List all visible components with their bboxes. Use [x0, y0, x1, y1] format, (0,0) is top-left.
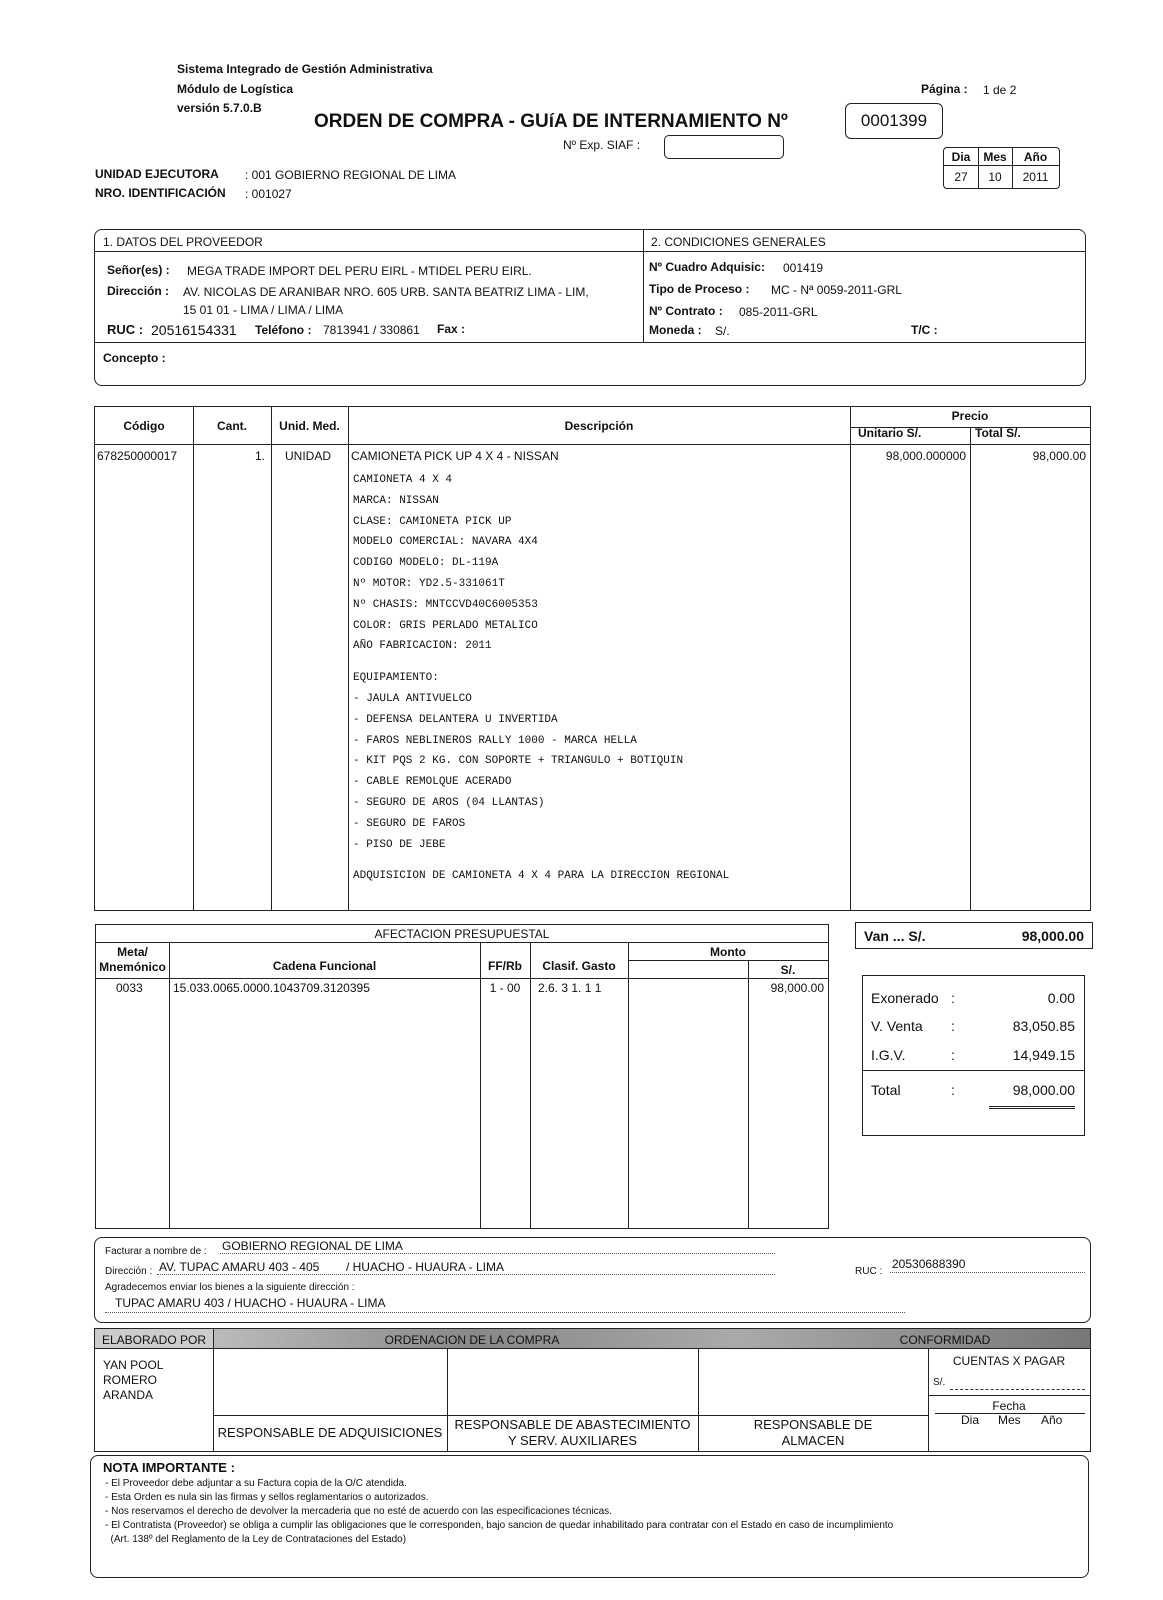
- concepto-label: Concepto :: [103, 351, 166, 365]
- item-unid: UNIDAD: [285, 449, 332, 463]
- totals-box: [862, 975, 1085, 1136]
- colon: :: [951, 1047, 955, 1063]
- fecha-label: Fecha: [992, 1399, 1026, 1413]
- unidad-value: : 001 GOBIERNO REGIONAL DE LIMA: [245, 168, 456, 182]
- text-line: - Nos reservamos el derecho de devolver la mercaderia que no esté de acuerdo con las especificaciones técnicas.: [105, 1506, 612, 1517]
- col-codigo: Código: [123, 419, 165, 433]
- date-anio-label: Año: [1023, 150, 1048, 164]
- cuadro-label: Nº Cuadro Adquisic:: [649, 260, 765, 274]
- proveedor-title: 1. DATOS DEL PROVEEDOR: [103, 235, 263, 249]
- unidad-label: UNIDAD EJECUTORA: [95, 167, 219, 181]
- venta-value: 83,050.85: [1012, 1018, 1075, 1034]
- text-line: MARCA: NISSAN: [353, 494, 439, 507]
- envio-value: TUPAC AMARU 403 / HUACHO - HUAURA - LIMA: [115, 1296, 386, 1310]
- budget-cadena: 15.033.0065.0000.1043709.3120395: [173, 981, 370, 995]
- fax-label: Fax :: [437, 322, 466, 336]
- exonerado-label: Exonerado: [871, 990, 939, 1006]
- van-value: 98,000.00: [1021, 928, 1084, 944]
- siaf-label: Nº Exp. SIAF :: [563, 138, 641, 152]
- nro-value: : 001027: [245, 187, 292, 201]
- igv-label: I.G.V.: [871, 1047, 906, 1063]
- supplier-address-2: 15 01 01 - LIMA / LIMA / LIMA: [183, 303, 344, 317]
- module-name: Módulo de Logística: [177, 82, 293, 96]
- tipo-label: Tipo de Proceso :: [649, 282, 750, 296]
- cuadro-value: 001419: [783, 261, 824, 275]
- igv-value: 14,949.15: [1012, 1047, 1075, 1063]
- col-soles: S/.: [780, 963, 796, 977]
- col-clasif: Clasif. Gasto: [542, 959, 616, 973]
- text-line: COLOR: GRIS PERLADO METALICO: [353, 619, 538, 632]
- facturar-value: GOBIERNO REGIONAL DE LIMA: [222, 1239, 403, 1253]
- facturar-label: Facturar a nombre de :: [105, 1246, 207, 1257]
- text-line: - SEGURO DE FAROS: [353, 817, 466, 830]
- text-line: [353, 657, 729, 668]
- date-mes: 10: [988, 170, 1002, 184]
- colon: :: [951, 1082, 955, 1098]
- total-label: Total: [871, 1082, 901, 1098]
- col-descripcion: Descripción: [564, 419, 634, 433]
- siaf-field: [664, 135, 784, 159]
- text-line: Nº MOTOR: YD2.5-331061T: [353, 577, 505, 590]
- text-line: - CABLE REMOLQUE ACERADO: [353, 776, 512, 789]
- billing-box: [94, 1237, 1091, 1323]
- cuentas-soles: S/.: [933, 1377, 946, 1388]
- billing-direccion: AV. TUPAC AMARU 403 - 405 / HUACHO - HUAURA - LIMA: [159, 1260, 504, 1274]
- resp-abastecimiento: RESPONSABLE DE ABASTECIMIENTO: [454, 1417, 691, 1432]
- signatures-table: [94, 1328, 1091, 1452]
- text-line: CODIGO MODELO: DL-119A: [353, 557, 499, 570]
- venta-label: V. Venta: [871, 1018, 923, 1034]
- item-cant: 1.: [254, 449, 265, 463]
- items-table: [94, 406, 1091, 911]
- col-unitario: Unitario S/.: [858, 426, 922, 440]
- resp-adquisiciones: RESPONSABLE DE ADQUISICIONES: [217, 1425, 443, 1440]
- date-dia-label: Dia: [951, 150, 971, 164]
- van-label: Van ... S/.: [864, 928, 926, 944]
- cuentas-x-pagar: CUENTAS X PAGAR: [952, 1354, 1066, 1368]
- text-line: MODELO COMERCIAL: NAVARA 4X4: [353, 536, 538, 549]
- version: versión 5.7.0.B: [177, 101, 262, 115]
- text-line: - FAROS NEBLINEROS RALLY 1000 - MARCA HELLA: [353, 734, 637, 747]
- colon: :: [951, 1018, 955, 1034]
- item-codigo: 678250000017: [97, 449, 178, 463]
- exonerado-value: 0.00: [1047, 990, 1075, 1006]
- resp-abastecimiento-2: Y SERV. AUXILIARES: [507, 1433, 638, 1448]
- budget-clasif: 2.6. 3 1. 1 1: [538, 981, 602, 995]
- nota-lines: [105, 1477, 893, 1547]
- page-label: Página :: [921, 82, 968, 96]
- fecha-anio: Año: [1041, 1413, 1063, 1427]
- page-title: ORDEN DE COMPRA - GUíA DE INTERNAMIENTO Nº: [314, 111, 788, 132]
- total-value: 98,000.00: [1012, 1082, 1075, 1098]
- envio-label: Agradecemos enviar los bienes a la siguiente dirección :: [105, 1282, 355, 1293]
- contrato-value: 085-2011-GRL: [739, 305, 818, 319]
- text-line: - KIT PQS 2 KG. CON SOPORTE + TRIANGULO + BOTIQUIN: [353, 755, 684, 768]
- item-total: 98,000.00: [1032, 449, 1086, 463]
- billing-ruc-label: RUC :: [855, 1266, 883, 1277]
- elaborado-name: ARANDA: [103, 1388, 154, 1402]
- col-monto: Monto: [710, 945, 746, 959]
- nro-label: NRO. IDENTIFICACIÓN: [95, 186, 226, 200]
- supplier-name: MEGA TRADE IMPORT DEL PERU EIRL - MTIDEL PERU EIRL.: [187, 264, 532, 278]
- text-line: Nº CHASIS: MNTCCVD40C6005353: [353, 598, 538, 611]
- resp-almacen: RESPONSABLE DE: [753, 1417, 873, 1432]
- date-mes-label: Mes: [983, 150, 1007, 164]
- text-line: - Esta Orden es nula sin las firmas y sellos reglamentarios o autorizados.: [105, 1492, 429, 1503]
- item-title: CAMIONETA PICK UP 4 X 4 - NISSAN: [351, 449, 559, 463]
- condiciones-title: 2. CONDICIONES GENERALES: [651, 235, 826, 249]
- text-line: - DEFENSA DELANTERA U INVERTIDA: [353, 713, 558, 726]
- system-name: Sistema Integrado de Gestión Administrativa: [177, 62, 433, 76]
- col-meta: Meta/ Mnemónico: [99, 945, 166, 974]
- nota-box: [90, 1455, 1089, 1578]
- billing-ruc: 20530688390: [892, 1257, 966, 1271]
- text-line: - SEGURO DE AROS (04 LLANTAS): [353, 796, 545, 809]
- van-box: [855, 922, 1093, 949]
- text-line: - El Proveedor debe adjuntar a su Factura copia de la O/C atendida.: [105, 1478, 407, 1489]
- text-line: CAMIONETA 4 X 4: [353, 474, 453, 486]
- supplier-address: AV. NICOLAS DE ARANIBAR NRO. 605 URB. SANTA BEATRIZ LIMA - LIM,: [183, 285, 589, 299]
- moneda-value: S/.: [715, 324, 730, 338]
- nota-title: NOTA IMPORTANTE :: [103, 1460, 235, 1475]
- budget-ffrb: 1 - 00: [489, 981, 521, 995]
- text-line: - El Contratista (Proveedor) se obliga a cumplir las obligaciones que le corresponden, bajo sancion de quedar inhabilitado para contratar con el Estado en caso de incumplimiento: [105, 1520, 894, 1531]
- text-line: - JAULA ANTIVUELCO: [353, 692, 472, 705]
- col-unid: Unid. Med.: [279, 419, 340, 433]
- supplier-ruc: 20516154331: [151, 322, 237, 338]
- moneda-label: Moneda :: [649, 323, 702, 337]
- budget-table: [95, 924, 829, 1229]
- text-line: CLASE: CAMIONETA PICK UP: [353, 515, 512, 528]
- tipo-value: MC - Nª 0059-2011-GRL: [771, 283, 902, 297]
- col-ffrb: FF/Rb: [488, 959, 522, 973]
- elaborado-name: YAN POOL: [103, 1358, 164, 1372]
- text-line: - PISO DE JEBE: [353, 838, 446, 851]
- item-description-lines: [353, 470, 729, 887]
- text-line: EQUIPAMIENTO:: [353, 672, 439, 685]
- ordenacion-header: ORDENACION DE LA COMPRA: [384, 1333, 560, 1347]
- colon: :: [951, 990, 955, 1006]
- col-total: Total S/.: [975, 426, 1021, 440]
- text-line: ADQUISICION DE CAMIONETA 4 X 4 PARA LA DIRECCION REGIONAL: [353, 870, 730, 883]
- budget-monto: 98,000.00: [770, 981, 824, 995]
- text-line: (Art. 138º del Reglamento de la Ley de Contrataciones del Estado): [105, 1534, 407, 1545]
- date-anio: 2011: [1022, 170, 1049, 184]
- fecha-mes: Mes: [998, 1413, 1021, 1427]
- tc-label: T/C :: [911, 323, 938, 337]
- item-unitario: 98,000.000000: [885, 449, 966, 463]
- contrato-label: Nº Contrato :: [649, 304, 723, 318]
- elaborado-header: ELABORADO POR: [101, 1333, 207, 1347]
- page-value: 1 de 2: [983, 83, 1017, 97]
- conformidad-header: CONFORMIDAD: [899, 1333, 991, 1347]
- supplier-phone: 7813941 / 330861: [323, 323, 420, 337]
- text-line: AÑO FABRICACION: 2011: [353, 640, 492, 653]
- billing-direccion-label: Dirección :: [105, 1266, 153, 1277]
- col-cadena: Cadena Funcional: [272, 959, 377, 973]
- resp-almacen-2: ALMACEN: [781, 1433, 845, 1448]
- budget-title: AFECTACION PRESUPUESTAL: [374, 927, 550, 941]
- col-cant: Cant.: [217, 419, 247, 433]
- telefono-label: Teléfono :: [255, 323, 312, 337]
- senor-label: Señor(es) :: [107, 263, 170, 277]
- col-precio: Precio: [951, 409, 989, 423]
- ruc-label: RUC :: [107, 322, 144, 337]
- date-dia: 27: [954, 170, 968, 184]
- date-box: [943, 147, 1060, 189]
- text-line: [353, 855, 729, 866]
- direccion-label: Dirección :: [107, 284, 170, 298]
- fecha-dia: Dia: [961, 1413, 980, 1427]
- budget-meta: 0033: [116, 981, 143, 995]
- supplier-conditions-box: [94, 229, 1086, 386]
- elaborado-name: ROMERO: [103, 1373, 157, 1387]
- order-number: 0001399: [845, 103, 943, 139]
